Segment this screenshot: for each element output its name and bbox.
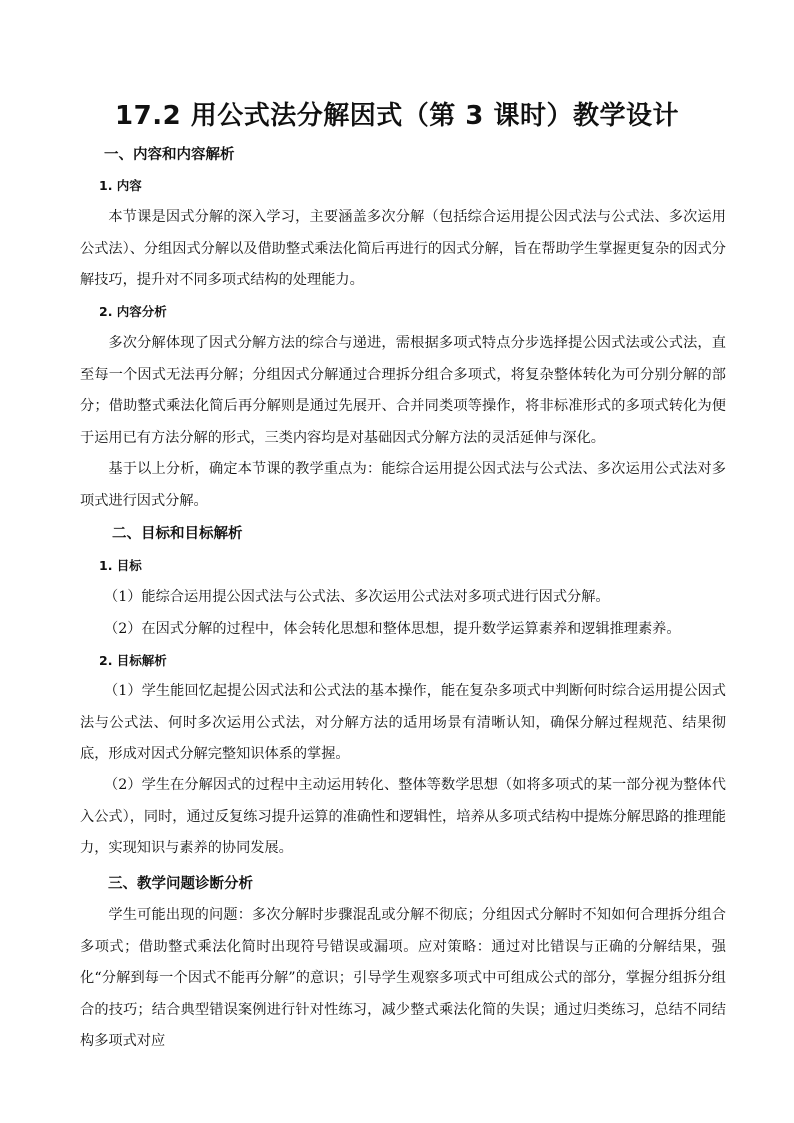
subheading-content: 1. 内容 — [99, 178, 142, 193]
subheading-goal-analysis: 2. 目标解析 — [99, 653, 167, 668]
paragraph-content: 本节课是因式分解的深入学习，主要涵盖多次分解（包括综合运用提公因式法与公式法、多次运用公式法）、分组因式分解以及借助整式乘法化简后再进行的因式分解，旨在帮助学生掌握更复杂的因式分解技巧，提升对不同多项式结构的处理能力。 — [80, 209, 726, 288]
paragraph-teaching-focus: 基于以上分析，确定本节课的教学重点为：能综合运用提公因式法与公式法、多次运用公式法对多项式进行因式分解。 — [80, 461, 726, 509]
goal-analysis-item-2: （2）学生在分解因式的过程中主动运用转化、整体等数学思想（如将多项式的某一部分视为整体代入公式），同时，通过反复练习提升运算的准确性和逻辑性，培养从多项式结构中提炼分解思路的推理能力，实现知识与素养的协同发展。 — [80, 777, 726, 856]
section-heading-content-analysis: 一、内容和内容解析 — [104, 147, 235, 163]
section-heading-problem-diagnosis: 三、教学问题诊断分析 — [108, 876, 253, 892]
paragraph-problem-diagnosis: 学生可能出现的问题：多次分解时步骤混乱或分解不彻底；分组因式分解时不知如何合理拆分组合多项式；借助整式乘法化简时出现符号错误或漏项。应对策略：通过对比错误与正确的分解结果，强化“分解到每一个因式不能再分解”的意识；引导学生观察多项式中可组成公式的部分，掌握分组拆分组合的技巧；结合典型错误案例进行针对性练习，减少整式乘法化简的失误；通过归类练习，总结不同结构多项式对应 — [80, 907, 726, 1049]
section-heading-goals: 二、目标和目标解析 — [112, 526, 243, 542]
paragraph-content-analysis: 多次分解体现了因式分解方法的综合与递进，需根据多项式特点分步选择提公因式法或公式法，直至每一个因式无法再分解；分组因式分解通过合理拆分组合多项式，将复杂整体转化为可分别分解的部分；借助整式乘法化简后再分解则是通过先展开、合并同类项等操作，将非标准形式的多项式转化为便于运用已有方法分解的形式，三类内容均是对基础因式分解方法的灵活延伸与深化。 — [80, 335, 726, 446]
goal-analysis-item-1: （1）学生能回忆起提公因式法和公式法的基本操作，能在复杂多项式中判断何时综合运用提公因式法与公式法、何时多次运用公式法，对分解方法的适用场景有清晰认知，确保分解过程规范、结果彻底，形成对因式分解完整知识体系的掌握。 — [80, 683, 726, 762]
document-title: 17.2 用公式法分解因式（第 3 课时）教学设计 — [115, 101, 679, 131]
goal-item-1: （1）能综合运用提公因式法与公式法、多次运用公式法对多项式进行因式分解。 — [104, 589, 610, 605]
subheading-content-analysis: 2. 内容分析 — [99, 304, 167, 319]
subheading-goals: 1. 目标 — [99, 558, 142, 573]
goal-item-2: （2）在因式分解的过程中，体会转化思想和整体思想，提升数学运算素养和逻辑推理素养。 — [104, 621, 681, 637]
